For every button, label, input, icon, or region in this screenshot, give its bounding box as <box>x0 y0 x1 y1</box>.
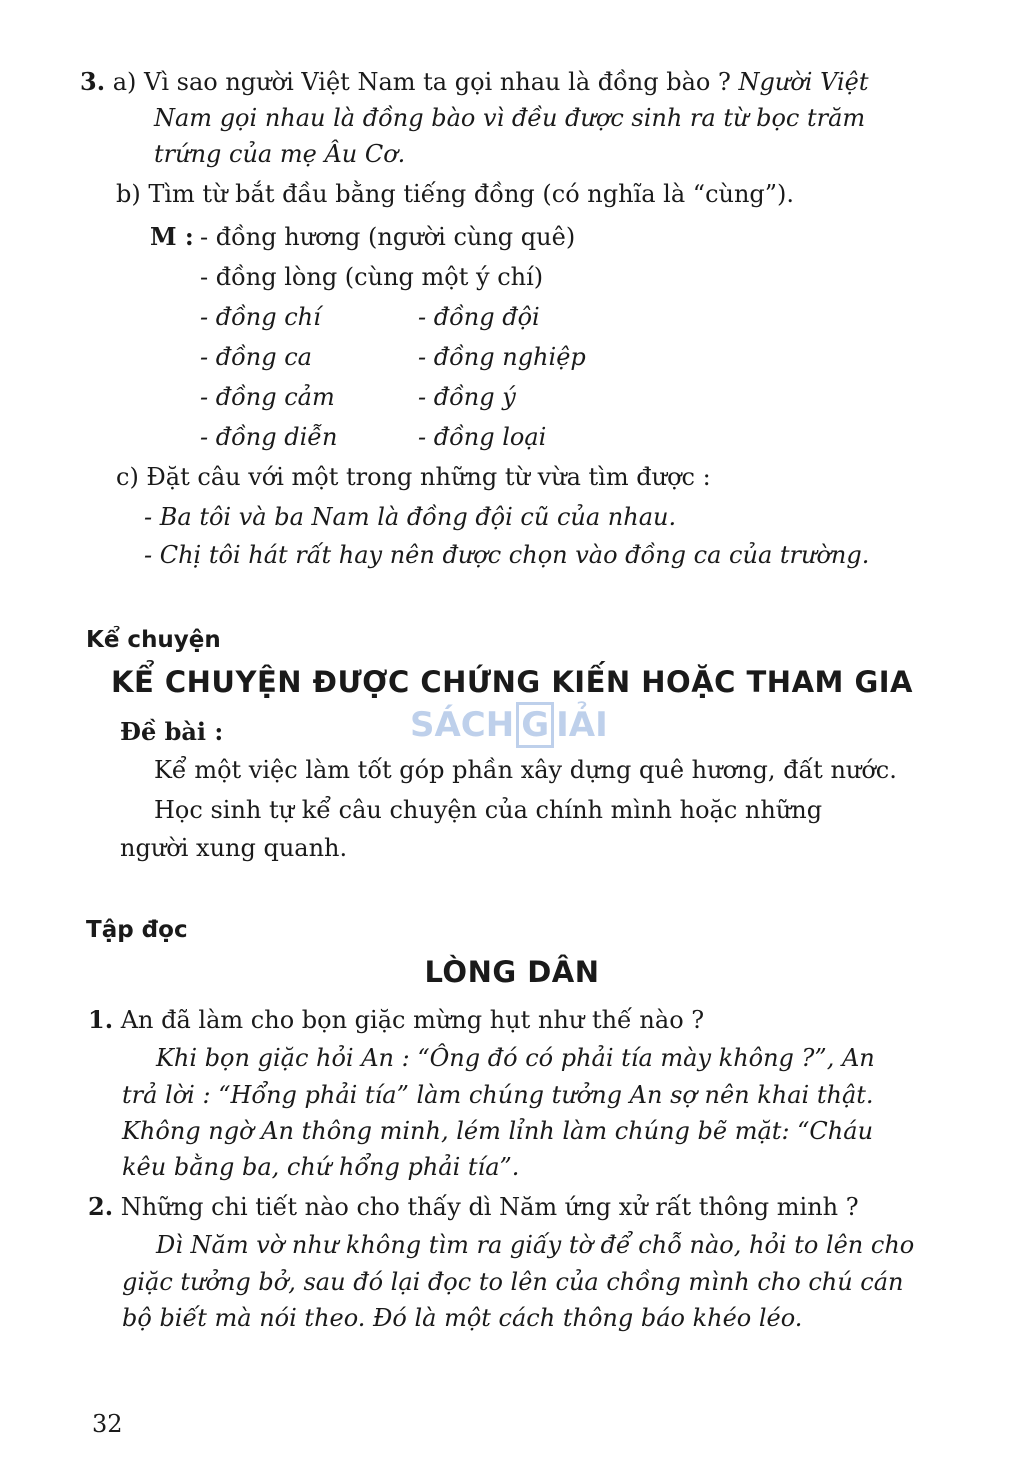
word-left-2: - đồng ca <box>200 343 312 371</box>
page-number: 32 <box>92 1410 123 1438</box>
example-1: - đồng hương (người cùng quê) <box>200 223 576 251</box>
section-label-kechuyen: Kể chuyện <box>86 627 221 653</box>
watermark-right: IẢI <box>556 705 608 745</box>
kechuyen-title: KỂ CHUYỆN ĐƯỢC CHỨNG KIẾN HOẶC THAM GIA <box>110 665 914 699</box>
q3b-question: b) Tìm từ bắt đầu bằng tiếng đồng (có nghĩa là “cùng”). <box>116 180 795 208</box>
q2-question: Những chi tiết nào cho thấy dì Năm ứng xử rất thông minh ? <box>120 1193 859 1221</box>
word-right-2: - đồng nghiệp <box>418 343 586 371</box>
word-left-4: - đồng diễn <box>200 423 338 451</box>
q3c-answer-1: - Ba tôi và ba Nam là đồng đội cũ của nhau. <box>144 503 677 531</box>
section-label-tapdoc: Tập đọc <box>86 917 188 943</box>
tapdoc-title: LÒNG DÂN <box>424 955 600 989</box>
q3c-answer-2: - Chị tôi hát rất hay nên được chọn vào đồng ca của trường. <box>144 541 870 569</box>
q1-number: 1. <box>88 1005 114 1034</box>
a2-line-2: giặc tưởng bở, sau đó lại đọc to lên của chồng mình cho chú cán <box>122 1268 904 1296</box>
q3a-answer-line3: trứng của mẹ Âu Cơ. <box>154 140 406 168</box>
word-right-4: - đồng loại <box>418 423 547 451</box>
example-label: M : <box>150 222 194 251</box>
word-right-1: - đồng đội <box>418 303 540 331</box>
q3a-line <box>80 68 869 97</box>
q3c-question: c) Đặt câu với một trong những từ vừa tìm được : <box>116 463 711 491</box>
a1-line-4: kêu bằng ba, chứ hổng phải tía”. <box>122 1153 520 1181</box>
watermark <box>410 702 608 748</box>
q1-question: An đã làm cho bọn giặc mừng hụt như thế nào ? <box>120 1006 705 1034</box>
a2-line-1: Dì Năm vờ như không tìm ra giấy tờ để chỗ nào, hỏi to lên cho <box>156 1231 915 1259</box>
a2-line-3: bộ biết mà nói theo. Đó là một cách thông báo khéo léo. <box>122 1304 803 1332</box>
q2-line <box>88 1193 859 1222</box>
q3a-answer-line2: Nam gọi nhau là đồng bào vì đều được sinh ra từ bọc trăm <box>154 104 866 132</box>
q1-line <box>88 1006 704 1035</box>
q2-number: 2. <box>88 1192 114 1221</box>
q3a-question: a) Vì sao người Việt Nam ta gọi nhau là đồng bào ? <box>112 68 731 96</box>
debai-text: Kể một việc làm tốt góp phần xây dựng quê hương, đất nước. <box>154 756 897 784</box>
word-left-1: - đồng chí <box>200 303 321 331</box>
a1-line-3: Không ngờ An thông minh, lém lỉnh làm chúng bẽ mặt: “Cháu <box>122 1117 874 1145</box>
example-2: - đồng lòng (cùng một ý chí) <box>200 263 544 291</box>
a1-line-1: Khi bọn giặc hỏi An : “Ông đó có phải tía mày không ?”, An <box>156 1044 875 1072</box>
debai-label: Đề bài : <box>120 717 224 746</box>
word-right-3: - đồng ý <box>418 383 516 411</box>
kechuyen-paragraph-1: Học sinh tự kể câu chuyện của chính mình hoặc những <box>154 796 823 824</box>
q3-number: 3. <box>80 67 106 96</box>
kechuyen-paragraph-2: người xung quanh. <box>120 834 348 862</box>
watermark-left: SÁCH <box>410 705 515 745</box>
a1-line-2: trả lời : “Hổng phải tía” làm chúng tưởng An sợ nên khai thật. <box>122 1081 874 1109</box>
watermark-logo: G <box>516 702 554 748</box>
q3a-answer-start: Người Việt <box>738 68 869 96</box>
word-left-3: - đồng cảm <box>200 383 335 411</box>
